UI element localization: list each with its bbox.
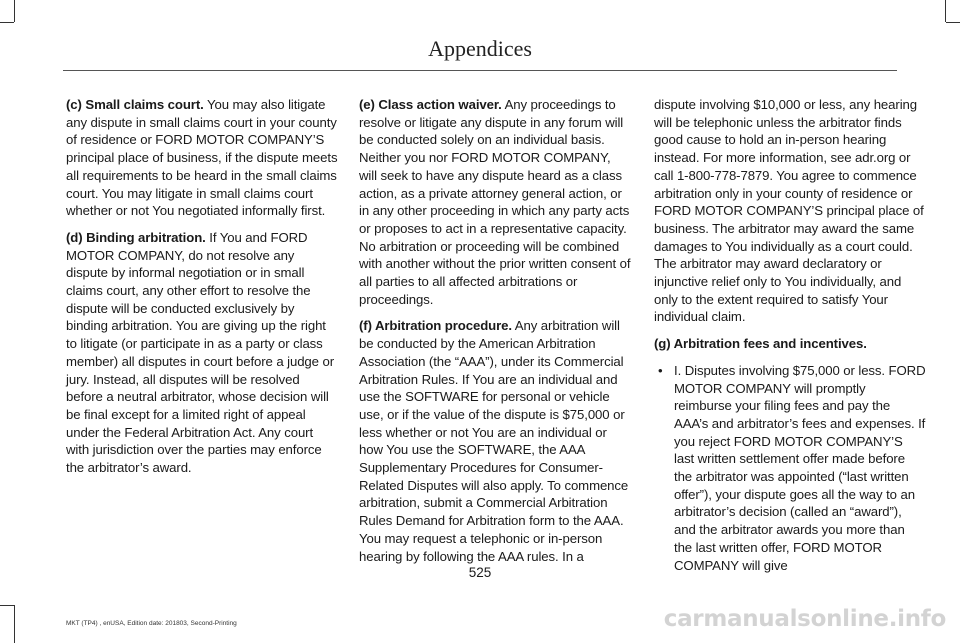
heading-fees-incentives: (g) Arbitration fees and incentives. — [654, 336, 867, 352]
crop-mark-top-left-h — [0, 22, 14, 23]
text-small-claims: You may also litigate any dispute in small claims court in your county of residence or FORD MOTOR COMPANY’S principal place of business, if the dispute meets all requirements to be heard in the small claims court. You may litigate in small claims court whether or not You negotiated informally first. — [66, 97, 338, 219]
heading-binding-arbitration: (d) Binding arbitration. — [66, 229, 206, 245]
watermark: carmanualsonline.info — [663, 606, 946, 632]
paragraph-dispute-continued: dispute involving $10,000 or less, any hearing will be telephonic unless the arbitrator finds good cause to hold an in-person hearing instead. For more information, see adr.org or call 1-800-778-7879. You agree to commence arbitration only in your county of residence or FORD MOTOR COMPANY’S principal place of business. The arbitrator may award the same damages to You individually as a court could. The arbitrator may award declaratory or injunctive relief only to You individually, and only to the extent required to satisfy Your individual claim. — [654, 97, 924, 325]
paragraph-arbitration-procedure — [359, 317, 631, 565]
list-item-text: I. Disputes involving $75,000 or less. FORD MOTOR COMPANY will promptly reimburse your filing fees and pay the AAA’s and arbitrator’s fees and expenses. If you reject FORD MOTOR COMPANY’S last written settlement offer made before the arbitrator was appointed (“last written offer”), your dispute goes all the way to an arbitrator’s decision (called an “award”), and the arbitrator awards you more than the last written offer, FORD MOTOR COMPANY will give — [674, 362, 926, 573]
heading-arbitration-procedure: (f) Arbitration procedure. — [359, 318, 512, 334]
bullet-icon: • — [658, 362, 663, 378]
paragraph-fees-heading — [654, 335, 926, 353]
column-2 — [359, 96, 631, 574]
paragraph-binding-arbitration — [66, 229, 338, 477]
heading-class-action: (e) Class action waiver. — [359, 97, 502, 112]
list-item — [654, 362, 926, 574]
crop-mark-top-right-h — [946, 22, 960, 23]
column-3 — [654, 96, 926, 574]
page-title: Appendices — [428, 36, 532, 61]
crop-mark-bottom-left-h — [0, 605, 14, 606]
crop-mark-bottom-left-v — [14, 605, 15, 643]
column-1 — [66, 96, 338, 486]
text-binding-arbitration: If You and FORD MOTOR COMPANY, do not resolve any dispute by informal negotiation or in small claims court, any other effort to resolve the dispute will be conducted exclusively by binding arbitration. You are giving up the right to litigate (or participate in as a party or class member) all disputes in court before a judge or jury. Instead, all disputes will be resolved before a neutral arbitrator, whose decision will be final except for a limited right of appeal under the Federal Arbitration Act. Any court with jurisdiction over the parties may enforce the arbitrator’s award. — [66, 229, 334, 476]
crop-mark-top-left-v — [14, 0, 15, 22]
text-arbitration-procedure: Any arbitration will be conducted by the American Arbitration Association (the “AAA”), under its Commercial Arbitration Rules. If You are an individual and use the SOFTWARE for personal or vehicle use, or if the value of the dispute is $75,000 or less whether or not You are an individual or how You use the SOFTWARE, the AAA Supplementary Procedures for Consumer-Related Disputes will also apply. To commence arbitration, submit a Commercial Arbitration Rules Demand for Arbitration form to the AAA. You may request a telephonic or in-person hearing by following the AAA rules. In a — [359, 318, 629, 564]
page-number: 525 — [468, 565, 492, 580]
heading-small-claims: (c) Small claims court. — [66, 97, 204, 112]
crop-mark-top-right-v — [945, 0, 946, 22]
paragraph-class-action — [359, 96, 631, 308]
text-class-action: Any proceedings to resolve or litigate any dispute in any forum will be conducted solely on an individual basis. Neither you nor FORD MOTOR COMPANY, will seek to have any dispute heard as a class action, as a private attorney general action, or in any other proceeding in which any party acts or proposes to act in a representative capacity. No arbitration or proceeding will be combined with another without the prior written consent of all parties to all affected arbitrations or proceedings. — [359, 97, 631, 307]
paragraph-small-claims — [66, 96, 338, 220]
header-divider — [63, 70, 897, 71]
edition-info: MKT (TP4) , enUSA, Edition date: 201803, Second-Printing — [66, 620, 237, 627]
